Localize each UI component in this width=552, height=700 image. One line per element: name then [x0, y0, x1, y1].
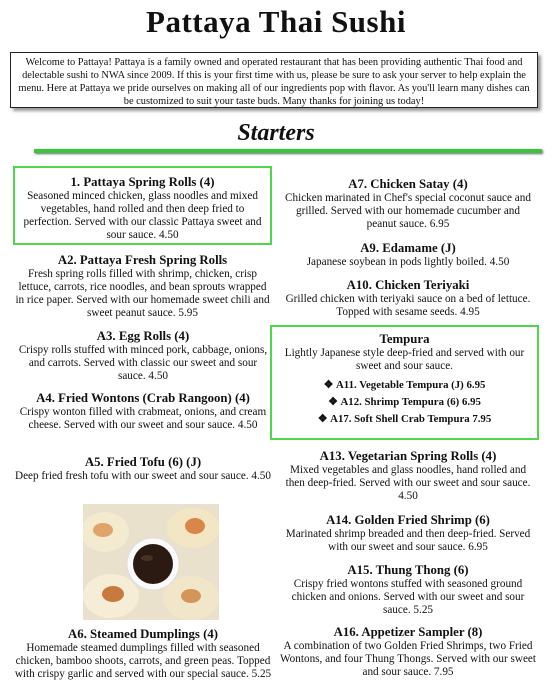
diamond-bullet-icon: ❖ — [328, 396, 338, 408]
item-desc: Chicken marinated in Chef's special coconut sauce and grilled. Served with our homemade cucumber and peanut sauce. 6.95 — [285, 192, 531, 230]
diamond-bullet-icon: ❖ — [323, 379, 334, 391]
item-name: A5. Fried Tofu (6) (J) — [84, 455, 202, 469]
item-name: A10. Chicken Teriyaki — [346, 278, 470, 292]
item-name: A3. Egg Rolls (4) — [96, 329, 190, 343]
menu-item-a2 — [13, 252, 272, 320]
item-name: A13. Vegetarian Spring Rolls (4) — [319, 449, 497, 463]
menu-item-a14 — [280, 512, 536, 554]
item-desc: A combination of two Golden Fried Shrimps, two Fried Wontons, and four Thung Thongs. Served with our sweet and sour sauce. 7.95 — [280, 640, 536, 678]
menu-item-a3 — [18, 328, 268, 383]
tempura-box — [270, 325, 539, 440]
tempura-list — [276, 377, 533, 428]
menu-item-a10 — [280, 277, 536, 319]
menu-item-a5 — [14, 454, 272, 483]
item-name: A2. Pattaya Fresh Spring Rolls — [57, 253, 228, 267]
menu-item-a7 — [280, 176, 536, 231]
item-name: A7. Chicken Satay (4) — [348, 177, 468, 191]
item-name: A6. Steamed Dumplings (4) — [67, 627, 218, 641]
tempura-item-text: A17. Soft Shell Crab Tempura 7.95 — [330, 413, 492, 425]
diamond-bullet-icon: ❖ — [317, 413, 328, 425]
item-name: A15. Thung Thong (6) — [347, 563, 469, 577]
welcome-box: Welcome to Pattaya! Pattaya is a family owned and operated restaurant that has been providing authentic Thai food and delectable sushi to NWA since 2009. If this is your first time with us, please be sure to ask your server to help explain the menu. Here at Pattaya we pride ourselves on making all of our ingredients pop with flavor. As you'll learn many dishes can be customized to suit your taste buds. Many thanks for joining us today! — [10, 52, 538, 108]
item-desc: Deep fried fresh tofu with our sweet and sour sauce. 4.50 — [15, 470, 271, 482]
section-divider — [34, 149, 542, 153]
menu-item-a13 — [280, 448, 536, 503]
tempura-item — [276, 411, 533, 428]
item-desc: Seasoned minced chicken, glass noodles and mixed vegetables, hand rolled and then deep fried to perfection. Served with our classic Pattaya sweet and sour sauce. 4.50 — [23, 190, 262, 241]
tempura-item-text: A11. Vegetable Tempura (J) 6.95 — [336, 379, 486, 391]
item-desc: Crispy wonton filled with crabmeat, onions, and cream cheese. Served with our sweet and sour sauce. 4.50 — [19, 406, 267, 431]
item-desc: Crispy fried wontons stuffed with seasoned ground chicken and onions. Served with our sweet and sour sauce. 5.25 — [291, 578, 525, 616]
item-desc: Grilled chicken with teriyaki sauce on a bed of lettuce. Topped with sesame seeds. 4.95 — [285, 293, 531, 318]
tempura-item-text: A12. Shrimp Tempura (6) 6.95 — [340, 396, 481, 408]
item-name: A14. Golden Fried Shrimp (6) — [326, 513, 490, 527]
tempura-item — [276, 377, 533, 394]
menu-item-1-spring-rolls — [13, 166, 272, 245]
tempura-item — [276, 394, 533, 411]
menu-item-a16 — [280, 624, 536, 679]
item-desc: Mixed vegetables and glass noodles, hand rolled and then deep-fried. Served with our sweet and sour sauce. 4.50 — [285, 464, 531, 502]
menu-item-a6 — [14, 626, 272, 681]
menu-item-a9 — [280, 240, 536, 269]
item-desc: Marinated shrimp breaded and then deep-fried. Served with our sweet and sour sauce. 6.95 — [285, 528, 531, 553]
dumplings-photo — [83, 504, 219, 620]
item-name: 1. Pattaya Spring Rolls (4) — [70, 175, 215, 189]
item-desc: Fresh spring rolls filled with shrimp, chicken, crisp lettuce, carrots, rice noodles, and bean sprouts wrapped in rice paper. Served with our homemade sweet chili and sweet peanut sauce. 5.95 — [15, 268, 270, 319]
item-desc: Homemade steamed dumplings filled with seasoned chicken, bamboo shoots, carrots, and green peas. Topped with crispy garlic and served with our special sauce. 5.25 — [14, 642, 272, 680]
tempura-title: Tempura — [379, 332, 430, 346]
menu-item-a4 — [15, 390, 271, 432]
item-name: A4. Fried Wontons (Crab Rangoon) (4) — [36, 391, 250, 405]
menu-item-a15 — [280, 562, 536, 617]
item-desc: Japanese soybean in pods lightly boiled. 4.50 — [306, 256, 510, 268]
item-desc: Crispy rolls stuffed with minced pork, cabbage, onions, and carrots. Served with classic our sweet and sour sauce. 4.50 — [18, 344, 268, 382]
restaurant-title: Pattaya Thai Sushi — [146, 4, 406, 39]
tempura-desc: Lightly Japanese style deep-fried and served with our sweet and sour sauce. — [284, 347, 525, 372]
item-name: A16. Appetizer Sampler (8) — [333, 625, 483, 639]
item-name: A9. Edamame (J) — [360, 241, 456, 255]
section-title: Starters — [237, 120, 315, 146]
